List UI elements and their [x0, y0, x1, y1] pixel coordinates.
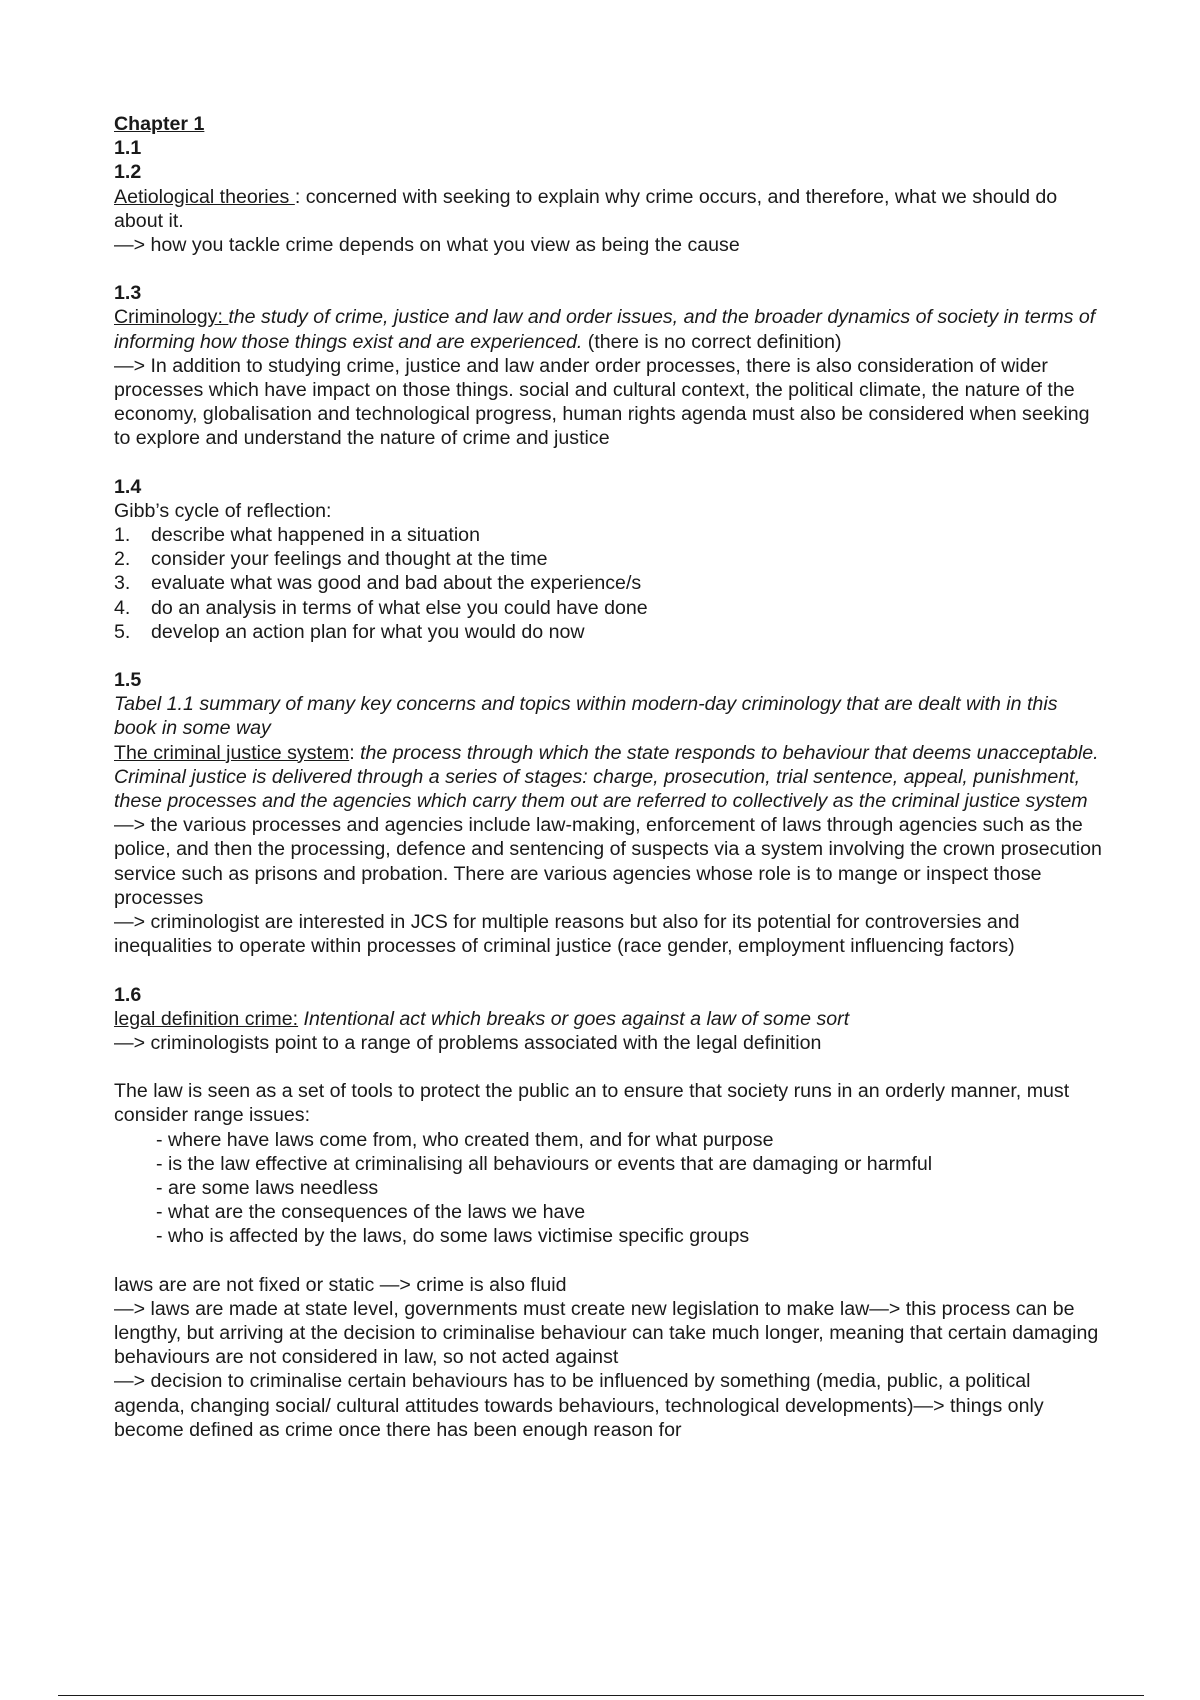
- section-heading-1-5: 1.5: [114, 669, 142, 692]
- list-item: [114, 620, 1104, 644]
- spacer: [114, 1249, 1104, 1273]
- list-item-text: describe what happened in a situation: [151, 524, 480, 547]
- cjs-note-1: —> the various processes and agencies include law-making, enforcement of laws through agencies such as the police, and then the processing, defence and sentencing of suspects via a system involving the crown prosecution service such as prisons and probation. There are various agencies whose role is to mange or inspect those processes: [114, 814, 1102, 909]
- cjs-definition: [114, 741, 1104, 814]
- list-item: - is the law effective at criminalising all behaviours or events that are damaging or harmful: [156, 1152, 933, 1175]
- list-item-number: 4.: [114, 596, 131, 619]
- list-item-number: 2.: [114, 548, 131, 571]
- aetiological-term: Aetiological theories: [114, 185, 295, 208]
- spacer: [114, 959, 1104, 983]
- list-item-text: evaluate what was good and bad about the experience/s: [151, 572, 642, 595]
- chapter-title: Chapter 1: [114, 113, 205, 135]
- spacer: [114, 1055, 1104, 1079]
- list-item-text: consider your feelings and thought at the time: [151, 548, 548, 571]
- spacer: [114, 451, 1104, 475]
- list-item-text: develop an action plan for what you would do now: [151, 620, 585, 643]
- list-item: - who is affected by the laws, do some laws victimise specific groups: [156, 1225, 750, 1248]
- criminology-term: Criminology:: [114, 306, 229, 329]
- cjs-colon: :: [349, 741, 355, 764]
- section-heading-1-1: 1.1: [114, 137, 142, 160]
- legal-note: —> criminologists point to a range of problems associated with the legal definition: [114, 1031, 822, 1054]
- document-page: [114, 112, 1104, 1442]
- cjs-term: The criminal justice system: [114, 741, 350, 764]
- list-item: [114, 523, 1104, 547]
- list-item-number: 1.: [114, 524, 131, 547]
- section-heading-1-4: 1.4: [114, 475, 142, 498]
- aetiological-text: : concerned with seeking to explain why crime occurs, and therefore, what we should do about it.: [114, 185, 1058, 232]
- fluid-line: laws are are not fixed or static —> crime is also fluid: [114, 1273, 567, 1296]
- list-item-number: 3.: [114, 572, 131, 595]
- aetiological-note: —> how you tackle crime depends on what you view as being the cause: [114, 234, 740, 257]
- page-bottom-rule: [58, 1695, 1144, 1696]
- spacer: [114, 644, 1104, 668]
- cjs-text: the process through which the state responds to behaviour that deems unacceptable. Criminal justice is delivered through a series of stages: charge, prosecution, trial sentence, appeal, punishment, these processes and the agencies which carry them out are referred to collectively as the criminal justice system: [114, 741, 1099, 813]
- gibbs-list: [114, 523, 1104, 644]
- list-item: - where have laws come from, who created them, and for what purpose: [156, 1128, 774, 1151]
- issues-list: [114, 1128, 1104, 1249]
- fluid-note-2: —> decision to criminalise certain behaviours has to be influenced by something (media, public, a political agenda, changing social/ cultural attitudes towards behaviours, technological developments)—> things only become defined as crime once there has been enough reason for: [114, 1370, 1044, 1441]
- criminology-note: —> In addition to studying crime, justice and law ander order processes, there is also consideration of wider processes which have impact on those things. social and cultural context, the political climate, the nature of the economy, globalisation and technological progress, human rights agenda must also be considered when seeking to explore and understand the nature of crime and justice: [114, 354, 1090, 450]
- list-item: [114, 596, 1104, 620]
- list-item: - are some laws needless: [156, 1176, 379, 1199]
- list-item: [114, 571, 1104, 595]
- list-item-number: 5.: [114, 620, 131, 643]
- gibbs-intro: Gibb’s cycle of reflection:: [114, 499, 332, 522]
- legal-text: Intentional act which breaks or goes against a law of some sort: [298, 1007, 850, 1030]
- section-heading-1-6: 1.6: [114, 983, 142, 1006]
- legal-definition: [114, 1007, 1104, 1031]
- criminology-plain-text: (there is no correct definition): [582, 330, 842, 353]
- aetiological-definition: [114, 185, 1104, 233]
- criminology-definition: [114, 305, 1104, 353]
- section-heading-1-2: 1.2: [114, 161, 142, 184]
- list-item: - what are the consequences of the laws we have: [156, 1201, 586, 1224]
- law-intro: The law is seen as a set of tools to protect the public an to ensure that society runs in an orderly manner, must consider range issues:: [114, 1080, 1070, 1127]
- legal-term: legal definition crime:: [114, 1007, 299, 1030]
- list-item-text: do an analysis in terms of what else you could have done: [151, 596, 648, 619]
- cjs-note-2: —> criminologist are interested in JCS for multiple reasons but also for its potential for controversies and inequalities to operate within processes of criminal justice (race gender, employment influencing factors): [114, 911, 1020, 958]
- list-item: [114, 547, 1104, 571]
- spacer: [114, 257, 1104, 281]
- table-note: Tabel 1.1 summary of many key concerns and topics within modern-day criminology that are dealt with in this book in some way: [114, 693, 1058, 740]
- section-heading-1-3: 1.3: [114, 282, 142, 305]
- fluid-note-1: —> laws are made at state level, governments must create new legislation to make law—> this process can be lengthy, but arriving at the decision to criminalise behaviour can take much longer, meaning that certain damaging behaviours are not considered in law, so not acted against: [114, 1297, 1099, 1369]
- criminology-italic-text: the study of crime, justice and law and order issues, and the broader dynamics of society in terms of informing how those things exist and are experienced.: [114, 306, 1096, 353]
